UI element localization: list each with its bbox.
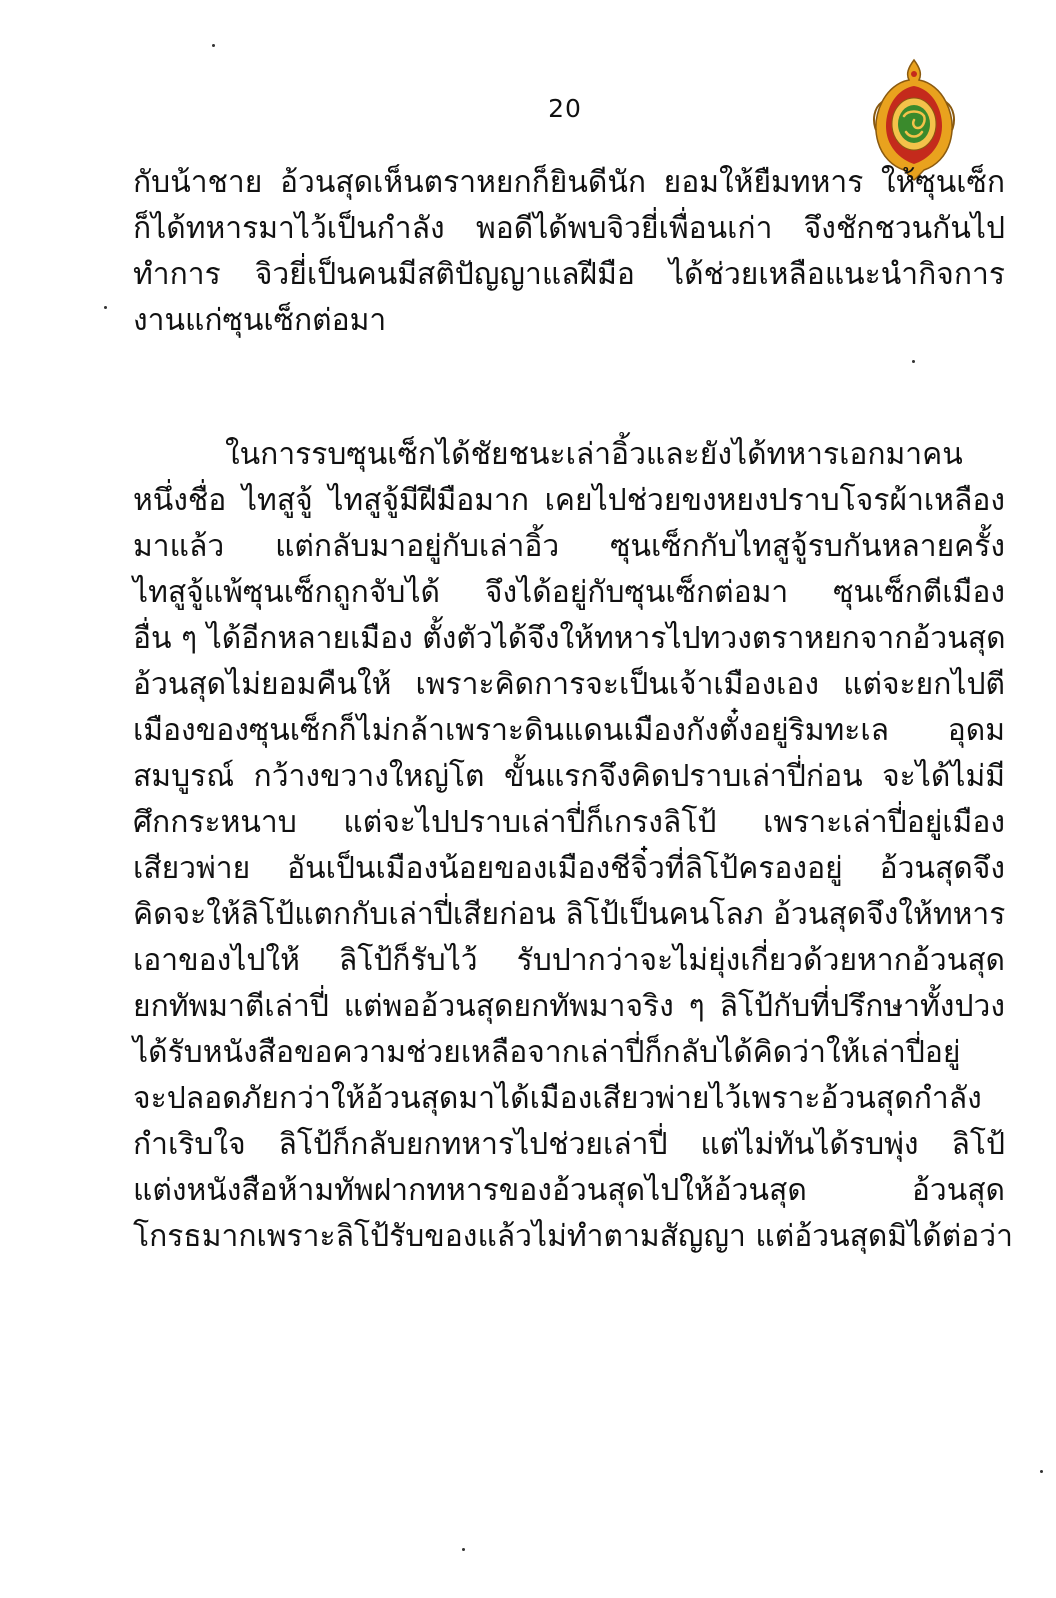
text-line: กับน้าชาย อ้วนสุดเห็นตราหยกก็ยินดีนัก ยอมให้ยืมทหาร ให้ซุนเซ็ก <box>133 165 1005 200</box>
text-line: แต่งหนังสือห้ามทัพฝากทหารของอ้วนสุดไปให้อ้วนสุด อ้วนสุด <box>133 1173 1005 1208</box>
text-line: หนึ่งชื่อ ไทสูจู้ ไทสูจู้มีฝีมือมาก เคยไปช่วยขงหยงปราบโจรผ้าเหลือง <box>133 483 1005 518</box>
text-line: งานแก่ซุนเซ็กต่อมา <box>133 303 387 338</box>
page-number: 20 <box>548 94 582 123</box>
text-line: ทำการ จิวยี่เป็นคนมีสติปัญญาแลฝีมือ ได้ช่วยเหลือแนะนำกิจการ <box>133 257 1005 292</box>
text-line: อ้วนสุดไม่ยอมคืนให้ เพราะคิดการจะเป็นเจ้าเมืองเอง แต่จะยกไปตี <box>133 667 1005 702</box>
text-line: เมืองของซุนเซ็กก็ไม่กล้าเพราะดินแดนเมืองกังตั๋งอยู่ริมทะเล อุดม <box>133 713 1005 748</box>
scan-speck <box>1040 1470 1043 1473</box>
paragraph-2 <box>133 432 1013 1260</box>
scan-speck <box>462 1548 465 1551</box>
text-line: เสียวพ่าย อันเป็นเมืองน้อยของเมืองชีจิ๋วที่ลิโป้ครองอยู่ อ้วนสุดจึง <box>133 851 1005 886</box>
text-line: คิดจะให้ลิโป้แตกกับเล่าปี่เสียก่อน ลิโป้เป็นคนโลภ อ้วนสุดจึงให้ทหาร <box>133 897 1006 932</box>
text-line: ยกทัพมาตีเล่าปี่ แต่พออ้วนสุดยกทัพมาจริง ๆ ลิโป้กับที่ปรึกษาทั้งปวง <box>133 989 1005 1024</box>
text-line: กำเริบใจ ลิโป้ก็กลับยกทหารไปช่วยเล่าปี่ แต่ไม่ทันได้รบพุ่ง ลิโป้ <box>133 1127 1005 1162</box>
text-line: อื่น ๆ ได้อีกหลายเมือง ตั้งตัวได้จึงให้ทหารไปทวงตราหยกจากอ้วนสุด <box>133 621 1006 656</box>
text-line: ได้รับหนังสือขอความช่วยเหลือจากเล่าปี่ก็กลับได้คิดว่าให้เล่าปี่อยู่ <box>133 1035 961 1070</box>
scan-speck <box>104 306 107 309</box>
text-line: ไทสูจู้แพ้ซุนเซ็กถูกจับได้ จึงได้อยู่กับซุนเซ็กต่อมา ซุนเซ็กตีเมือง <box>133 575 1005 610</box>
text-line: โกรธมากเพราะลิโป้รับของแล้วไม่ทำตามสัญญา แต่อ้วนสุดมิได้ต่อว่า <box>133 1219 1013 1254</box>
text-line: สมบูรณ์ กว้างขวางใหญ่โต ขั้นแรกจึงคิดปราบเล่าปี่ก่อน จะได้ไม่มี <box>133 759 1005 794</box>
text-line: ในการรบซุนเซ็กได้ชัยชนะเล่าอิ้วและยังได้ทหารเอกมาคน <box>225 437 963 472</box>
text-line: เอาของไปให้ ลิโป้ก็รับไว้ รับปากว่าจะไม่ยุ่งเกี่ยวด้วยหากอ้วนสุด <box>133 943 1005 978</box>
text-line: ก็ได้ทหารมาไว้เป็นกำลัง พอดีได้พบจิวยี่เพื่อนเก่า จึงชักชวนกันไป <box>133 211 1005 246</box>
text-line: ศึกกระหนาบ แต่จะไปปราบเล่าปี่ก็เกรงลิโป้ เพราะเล่าปี่อยู่เมือง <box>133 805 1005 840</box>
paragraph-1 <box>133 160 1005 344</box>
scan-speck <box>212 44 215 47</box>
text-line: มาแล้ว แต่กลับมาอยู่กับเล่าอิ้ว ซุนเซ็กกับไทสูจู้รบกันหลายครั้ง <box>133 529 1005 564</box>
scan-speck <box>912 360 915 363</box>
text-line: จะปลอดภัยกว่าให้อ้วนสุดมาได้เมืองเสียวพ่ายไว้เพราะอ้วนสุดกำลัง <box>133 1081 982 1116</box>
